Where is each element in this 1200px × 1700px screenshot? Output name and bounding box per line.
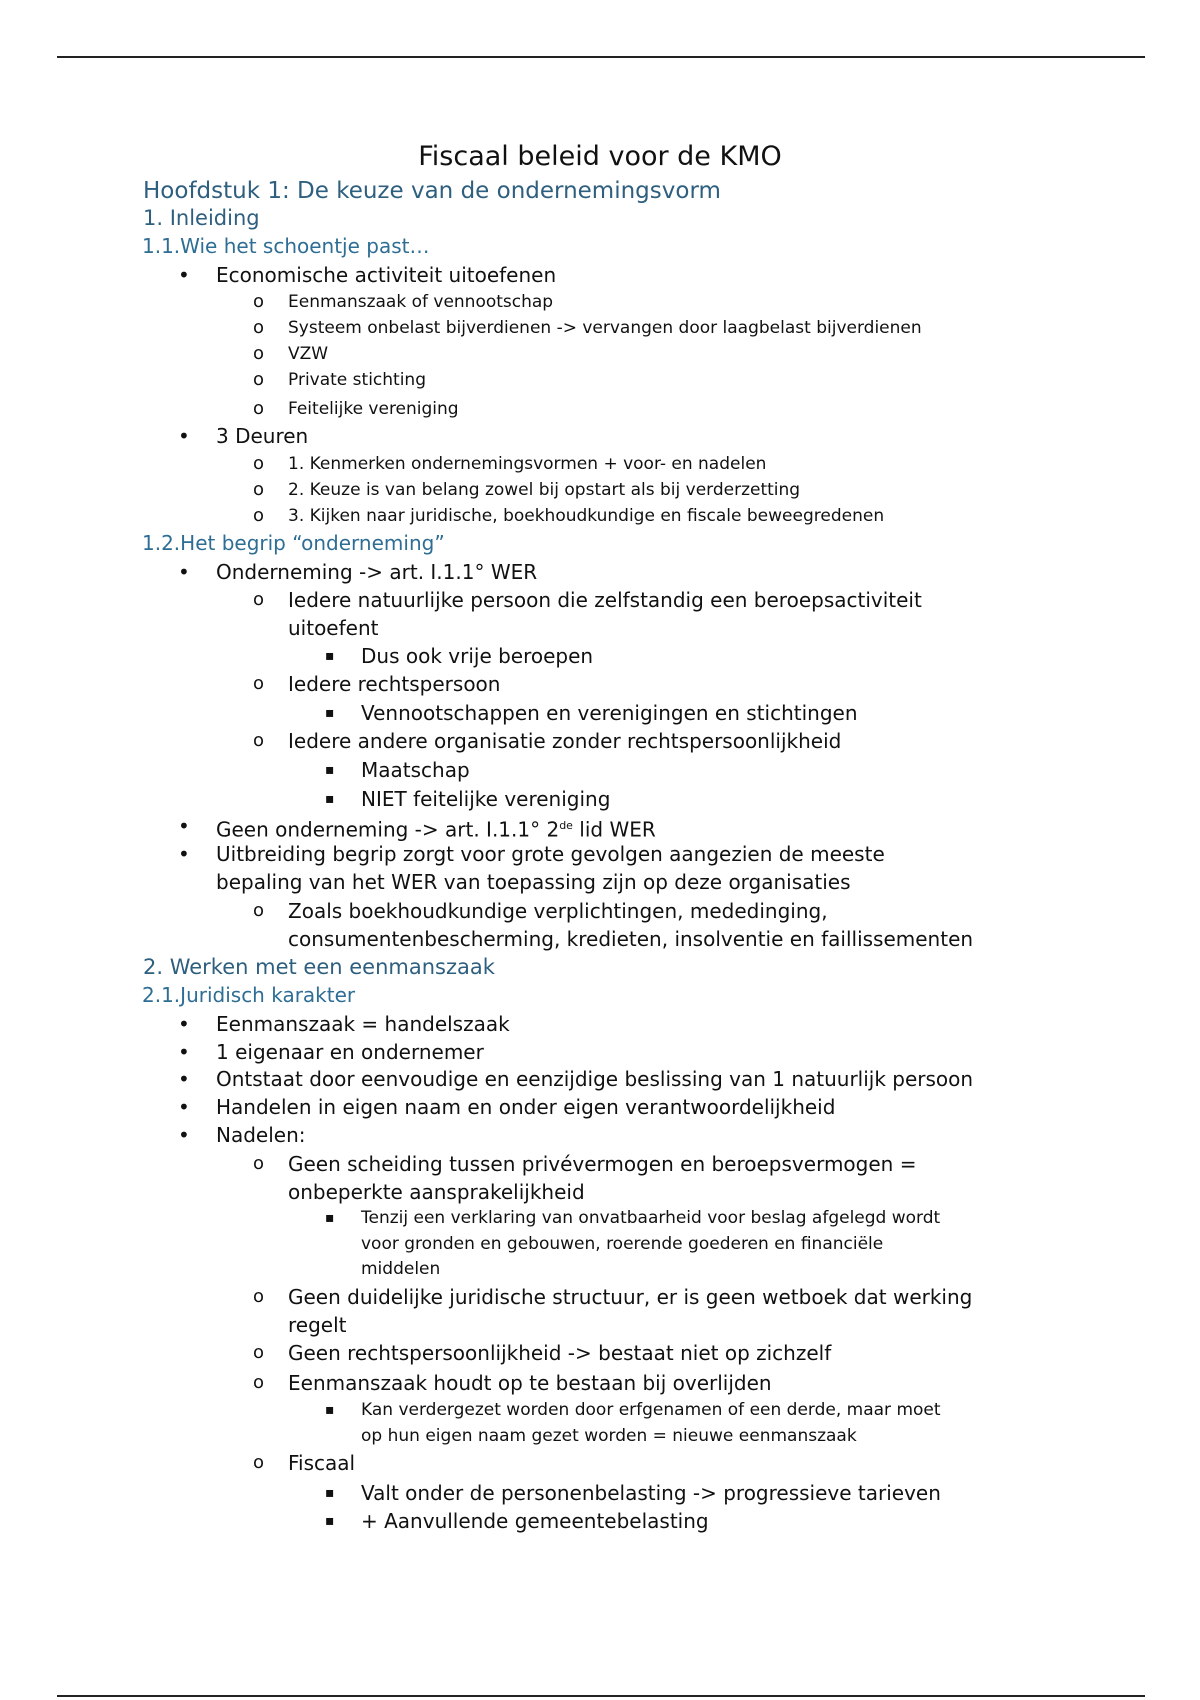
list-item: Eenmanszaak = handelszaak — [216, 1012, 510, 1036]
list-item: Geen duidelijke juridische structuur, er is geen wetboek dat werking — [288, 1285, 973, 1309]
square-bullet-icon: ▪ — [325, 705, 335, 721]
circle-bullet-icon: o — [253, 673, 265, 694]
list-item — [216, 813, 656, 843]
square-bullet-icon: ▪ — [325, 791, 335, 807]
square-bullet-icon: ▪ — [325, 648, 335, 664]
list-item: VZW — [288, 344, 329, 364]
square-bullet-icon: ▪ — [325, 1513, 335, 1529]
circle-bullet-icon: o — [253, 1342, 265, 1363]
circle-bullet-icon: o — [253, 1372, 265, 1393]
circle-bullet-icon: o — [253, 1153, 265, 1174]
bullet-icon: • — [178, 1123, 190, 1147]
bullet-icon: • — [178, 263, 190, 287]
circle-bullet-icon: o — [253, 900, 265, 921]
square-bullet-icon: ▪ — [325, 1402, 335, 1418]
list-item: Tenzij een verklaring van onvatbaarheid voor beslag afgelegd wordt — [361, 1208, 941, 1228]
list-item: 3 Deuren — [216, 424, 309, 448]
circle-bullet-icon: o — [253, 291, 265, 312]
circle-bullet-icon: o — [253, 317, 265, 338]
list-item: Uitbreiding begrip zorgt voor grote gevolgen aangezien de meeste — [216, 842, 885, 866]
list-item: Private stichting — [288, 370, 426, 390]
circle-bullet-icon: o — [253, 505, 265, 526]
list-item: 1 eigenaar en ondernemer — [216, 1040, 484, 1064]
bullet-icon: • — [178, 424, 190, 448]
list-item-continuation: regelt — [288, 1313, 347, 1337]
circle-bullet-icon: o — [253, 1286, 265, 1307]
list-item: Eenmanszaak of vennootschap — [288, 292, 554, 312]
list-item: Ontstaat door eenvoudige en eenzijdige beslissing van 1 natuurlijk persoon — [216, 1067, 974, 1091]
circle-bullet-icon: o — [253, 369, 265, 390]
list-item: Zoals boekhoudkundige verplichtingen, mededinging, — [288, 899, 828, 923]
list-item: Feitelijke vereniging — [288, 399, 459, 419]
square-bullet-icon: ▪ — [325, 762, 335, 778]
list-item: Economische activiteit uitoefenen — [216, 263, 557, 287]
list-item: Handelen in eigen naam en onder eigen verantwoordelijkheid — [216, 1095, 836, 1119]
list-item: Eenmanszaak houdt op te bestaan bij overlijden — [288, 1371, 772, 1395]
list-item: Iedere natuurlijke persoon die zelfstandig een beroepsactiviteit — [288, 588, 922, 612]
subsection-heading-1-2: 1.2.Het begrip “onderneming” — [142, 531, 445, 555]
header-rule — [57, 56, 1145, 58]
superscript: de — [559, 819, 573, 832]
list-item: + Aanvullende gemeentebelasting — [361, 1509, 709, 1533]
section-heading-1: 1. Inleiding — [143, 206, 260, 230]
chapter-heading: Hoofdstuk 1: De keuze van de ondernemingsvorm — [143, 178, 721, 204]
list-item: Iedere rechtspersoon — [288, 672, 501, 696]
bullet-icon: • — [178, 842, 190, 866]
circle-bullet-icon: o — [253, 453, 265, 474]
list-item-continuation: voor gronden en gebouwen, roerende goederen en financiële — [361, 1234, 884, 1254]
list-item: Maatschap — [361, 758, 470, 782]
list-item-text: lid WER — [572, 817, 656, 842]
footer-rule — [57, 1695, 1145, 1697]
list-item: Geen scheiding tussen privévermogen en beroepsvermogen = — [288, 1152, 917, 1176]
square-bullet-icon: ▪ — [325, 1210, 335, 1226]
list-item-continuation: op hun eigen naam gezet worden = nieuwe eenmanszaak — [361, 1426, 857, 1446]
square-bullet-icon: ▪ — [325, 1485, 335, 1501]
list-item: Dus ook vrije beroepen — [361, 644, 594, 668]
bullet-icon: • — [178, 560, 190, 584]
list-item: 3. Kijken naar juridische, boekhoudkundige en fiscale beweegredenen — [288, 506, 885, 526]
list-item-text: Geen onderneming -> art. I.1.1° 2 — [216, 817, 560, 842]
bullet-icon: • — [178, 1040, 190, 1064]
section-heading-2: 2. Werken met een eenmanszaak — [143, 955, 495, 979]
bullet-icon: • — [178, 1012, 190, 1036]
circle-bullet-icon: o — [253, 589, 265, 610]
subsection-heading-1-1: 1.1.Wie het schoentje past… — [142, 234, 430, 258]
list-item: Nadelen: — [216, 1123, 306, 1147]
bullet-icon: • — [178, 1067, 190, 1091]
list-item: 1. Kenmerken ondernemingsvormen + voor- en nadelen — [288, 454, 767, 474]
list-item: Geen rechtspersoonlijkheid -> bestaat niet op zichzelf — [288, 1341, 832, 1365]
list-item-continuation: middelen — [361, 1259, 441, 1279]
list-item-continuation: bepaling van het WER van toepassing zijn op deze organisaties — [216, 870, 851, 894]
list-item: Onderneming -> art. I.1.1° WER — [216, 560, 538, 584]
list-item-continuation: consumentenbescherming, kredieten, insolventie en faillissementen — [288, 927, 974, 951]
circle-bullet-icon: o — [253, 343, 265, 364]
list-item: NIET feitelijke vereniging — [361, 787, 611, 811]
list-item-continuation: onbeperkte aansprakelijkheid — [288, 1180, 585, 1204]
list-item: Iedere andere organisatie zonder rechtspersoonlijkheid — [288, 729, 842, 753]
circle-bullet-icon: o — [253, 730, 265, 751]
list-item: Fiscaal — [288, 1451, 356, 1475]
list-item: Systeem onbelast bijverdienen -> vervangen door laagbelast bijverdienen — [288, 318, 922, 338]
page-title: Fiscaal beleid voor de KMO — [418, 141, 782, 172]
list-item: Kan verdergezet worden door erfgenamen of een derde, maar moet — [361, 1400, 941, 1420]
circle-bullet-icon: o — [253, 479, 265, 500]
list-item: 2. Keuze is van belang zowel bij opstart als bij verderzetting — [288, 480, 801, 500]
bullet-icon: • — [178, 1095, 190, 1119]
circle-bullet-icon: o — [253, 398, 265, 419]
subsection-heading-2-1: 2.1.Juridisch karakter — [142, 983, 356, 1007]
list-item: Valt onder de personenbelasting -> progressieve tarieven — [361, 1481, 941, 1505]
list-item: Vennootschappen en verenigingen en stichtingen — [361, 701, 858, 725]
bullet-icon: • — [178, 814, 190, 838]
circle-bullet-icon: o — [253, 1452, 265, 1473]
list-item-continuation: uitoefent — [288, 616, 379, 640]
